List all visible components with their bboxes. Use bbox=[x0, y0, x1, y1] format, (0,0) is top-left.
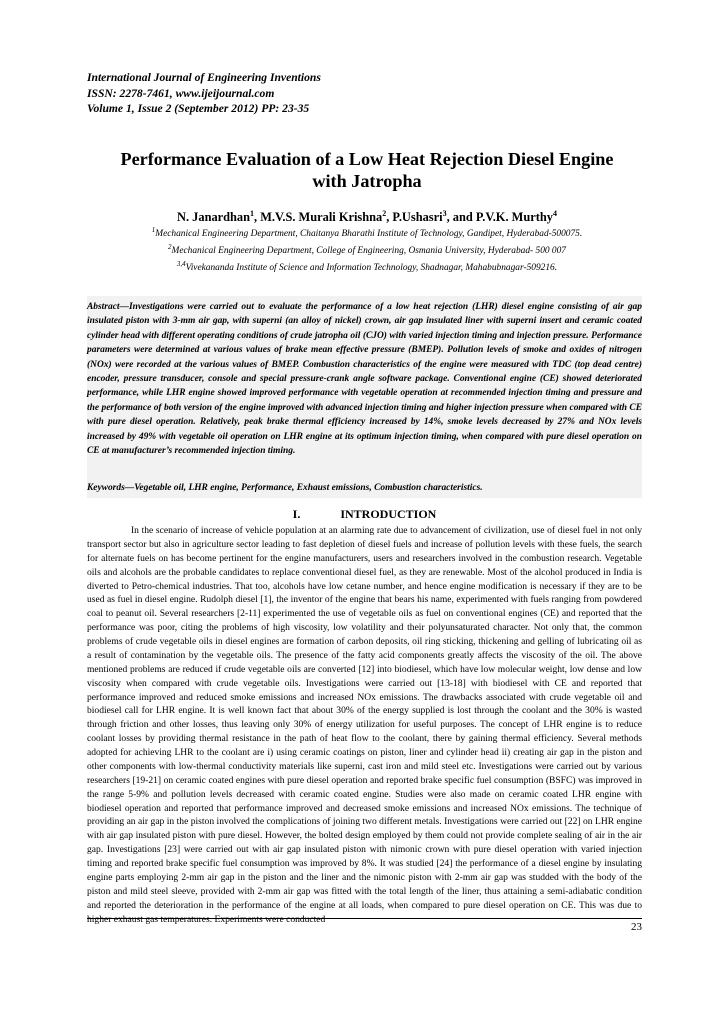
author-name: N. Janardhan bbox=[177, 210, 251, 225]
affiliation-line bbox=[87, 224, 647, 241]
section-number: I. bbox=[292, 507, 301, 521]
journal-name: International Journal of Engineering Inventions bbox=[87, 71, 321, 84]
journal-volume: Volume 1, Issue 2 (September 2012) PP: 23-35 bbox=[87, 102, 310, 115]
affiliation-text: Vivekananda Institute of Science and Information Technology, Shadnagar, Mahabubnagar-509216. bbox=[185, 263, 558, 274]
keywords: Keywords—Vegetable oil, LHR engine, Performance, Exhaust emissions, Combustion characteristics. bbox=[87, 483, 483, 493]
author-affiliation-mark: 1 bbox=[250, 209, 255, 218]
page-number: 23 bbox=[87, 918, 642, 934]
author-affiliation-mark: 4 bbox=[552, 209, 557, 218]
affiliation-text: Mechanical Engineering Department, Chaitanya Bharathi Institute of Technology, Gandipet, Hyderabad-500075. bbox=[155, 229, 583, 240]
paper-title bbox=[87, 148, 647, 192]
author-list bbox=[87, 206, 647, 225]
affiliation-line bbox=[87, 258, 647, 275]
affiliation-list bbox=[87, 224, 647, 275]
author-name: , and P.V.K. Murthy bbox=[446, 210, 553, 225]
paper-title-line-1: Performance Evaluation of a Low Heat Rejection Diesel Engine bbox=[120, 149, 614, 169]
affiliation-text: Mechanical Engineering Department, College of Engineering, Osmania University, Hyderabad- 500 007 bbox=[171, 246, 566, 257]
author-name: , P.Ushasri bbox=[386, 210, 443, 225]
affiliation-line bbox=[87, 241, 647, 258]
journal-issn: ISSN: 2278-7461, www.ijeijournal.com bbox=[87, 86, 275, 100]
abstract: Abstract—Investigations were carried out to evaluate the performance of a low heat rejection (LHR) diesel engine consisting of air gap insulated piston with 3-mm air gap, with superni (an alloy of nickel) crown, air gap insulated liner with superni insert and ceramic coated cylinder head with different operating conditions of crude jatropha oil (CJO) with varied injection timing and injection pressure. Performance parameters were determined at various values of brake mean effective pressure (BMEP). Pollution levels of smoke and oxides of nitrogen (NOx) were recorded at the various values of BMEP. Combustion characteristics of the engine were measured with TDC (top dead centre) encoder, pressure transducer, console and special pressure-crank angle software package. Conventional engine (CE) showed deteriorated performance, while LHR engine showed improved performance with vegetable operation at recommended injection timing and pressure and the performance of both version of the engine improved with advanced injection timing and higher injection pressure when compared with CE with pure diesel operation. Relatively, peak brake thermal efficiency increased by 14%, smoke levels decreased by 27% and NOx levels increased by 49% with vegetable oil operation on LHR engine at its optimum injection timing, when compared with pure diesel operation on CE at manufacturer’s recommended injection timing. bbox=[87, 302, 642, 457]
body-paragraph: In the scenario of increase of vehicle population at an alarming rate due to advancement of civilization, use of diesel fuel in not only transport sector but also in agriculture sector leading to fast depletion of diesel fuels and increase of pollution levels with these fuels, the search for alternate fuels on has become pertinent for the engine manufacturers, users and researchers involved in the combustion research. Vegetable oils and alcohols are the probable candidates to replace conventional diesel fuel, as they are renewable. Most of the alcohol produced in India is diverted to Petro-chemical industries. That too, alcohols have low cetane number, and hence engine modification is necessary if they are to be used as fuel in diesel engine. Rudolph diesel [1], the inventor of the engine that bears his name, experimented with fuels ranging from powdered coal to peanut oil. Several researchers [2-11] experimented the use of vegetable oils as fuel on conventional engines (CE) and reported that the performance was poor, citing the problems of high viscosity, low volatility and their polyunsaturated character. Not only that, the common problems of crude vegetable oils in diesel engines are formation of carbon deposits, oil ring sticking, thickening and gelling of lubricating oil as a result of contamination by the vegetable oils. The presence of the fatty acid components greatly affects the viscosity of the oil. The above mentioned problems are reduced if crude vegetable oils are converted [12] into biodiesel, which have low molecular weight, low dense and low viscosity when compared with crude vegetable oils. Investigations were carried out [13-18] with biodiesel with CE and reported that performance improved and reduced smoke emissions and increased NOx emissions. The drawbacks associated with crude vegetable oil and biodiesel call for LHR engine. It is well known fact that about 30% of the energy supplied is lost through the coolant and the 30% is wasted through friction and other losses, thus leaving only 30% of energy utilization for useful purposes. The concept of LHR engine is to reduce coolant losses by providing thermal resistance in the path of heat flow to the coolant, there by gaining thermal efficiency. Several methods adopted for achieving LHR to the coolant are i) using ceramic coatings on piston, liner and cylinder head ii) creating air gap in the piston and other components with low-thermal conductivity materials like superni, cast iron and mild steel etc. Investigations were carried out by various researchers [19-21] on ceramic coated engines with pure diesel operation and reported brake specific fuel consumption (BSFC) was improved in the range 5-9% and pollution levels decreased with ceramic coated engine. Studies were also made on ceramic coated LHR engine with biodiesel operation and reported that performance improved and decreased smoke emissions and increased NOx emissions. The technique of providing an air gap in the piston involved the complications of joining two different metals. Investigations were carried out [22] on LHR engine with air gap insulated piston with pure diesel. However, the bolted design employed by them could not provide complete sealing of air in the air gap. Investigations [23] were carried out with air gap insulated piston with nimonic crown with pure diesel operation with varied injection timing and reported brake specific fuel consumption was improved by 8%. It was studied [24] the performance of a diesel engine by insulating engine parts employing 2-mm air gap in the piston and the liner and the nimonic piston with 2-mm air gap was studded with the body of the piston and mild steel sleeve, provided with 2-mm air gap was fitted with the total length of the liner, thus attaining a semi-adiabatic condition and reported the deterioration in the performance of the engine at all loads, when compared to pure diesel operation on CE. This was due to higher exhaust gas temperatures. Experiments were conducted bbox=[87, 525, 642, 925]
affiliation-mark: 3,4 bbox=[176, 260, 186, 269]
journal-header bbox=[87, 70, 647, 117]
author-affiliation-mark: 2 bbox=[382, 209, 387, 218]
section-heading bbox=[87, 507, 642, 522]
author-affiliation-mark: 3 bbox=[442, 209, 447, 218]
body-text bbox=[87, 524, 642, 926]
affiliation-mark: 2 bbox=[168, 243, 172, 252]
paper-title-line-2: with Jatropha bbox=[312, 171, 422, 191]
affiliation-mark: 1 bbox=[151, 226, 156, 234]
section-title: INTRODUCTION bbox=[340, 507, 437, 521]
author-name: , M.V.S. Murali Krishna bbox=[254, 210, 383, 225]
